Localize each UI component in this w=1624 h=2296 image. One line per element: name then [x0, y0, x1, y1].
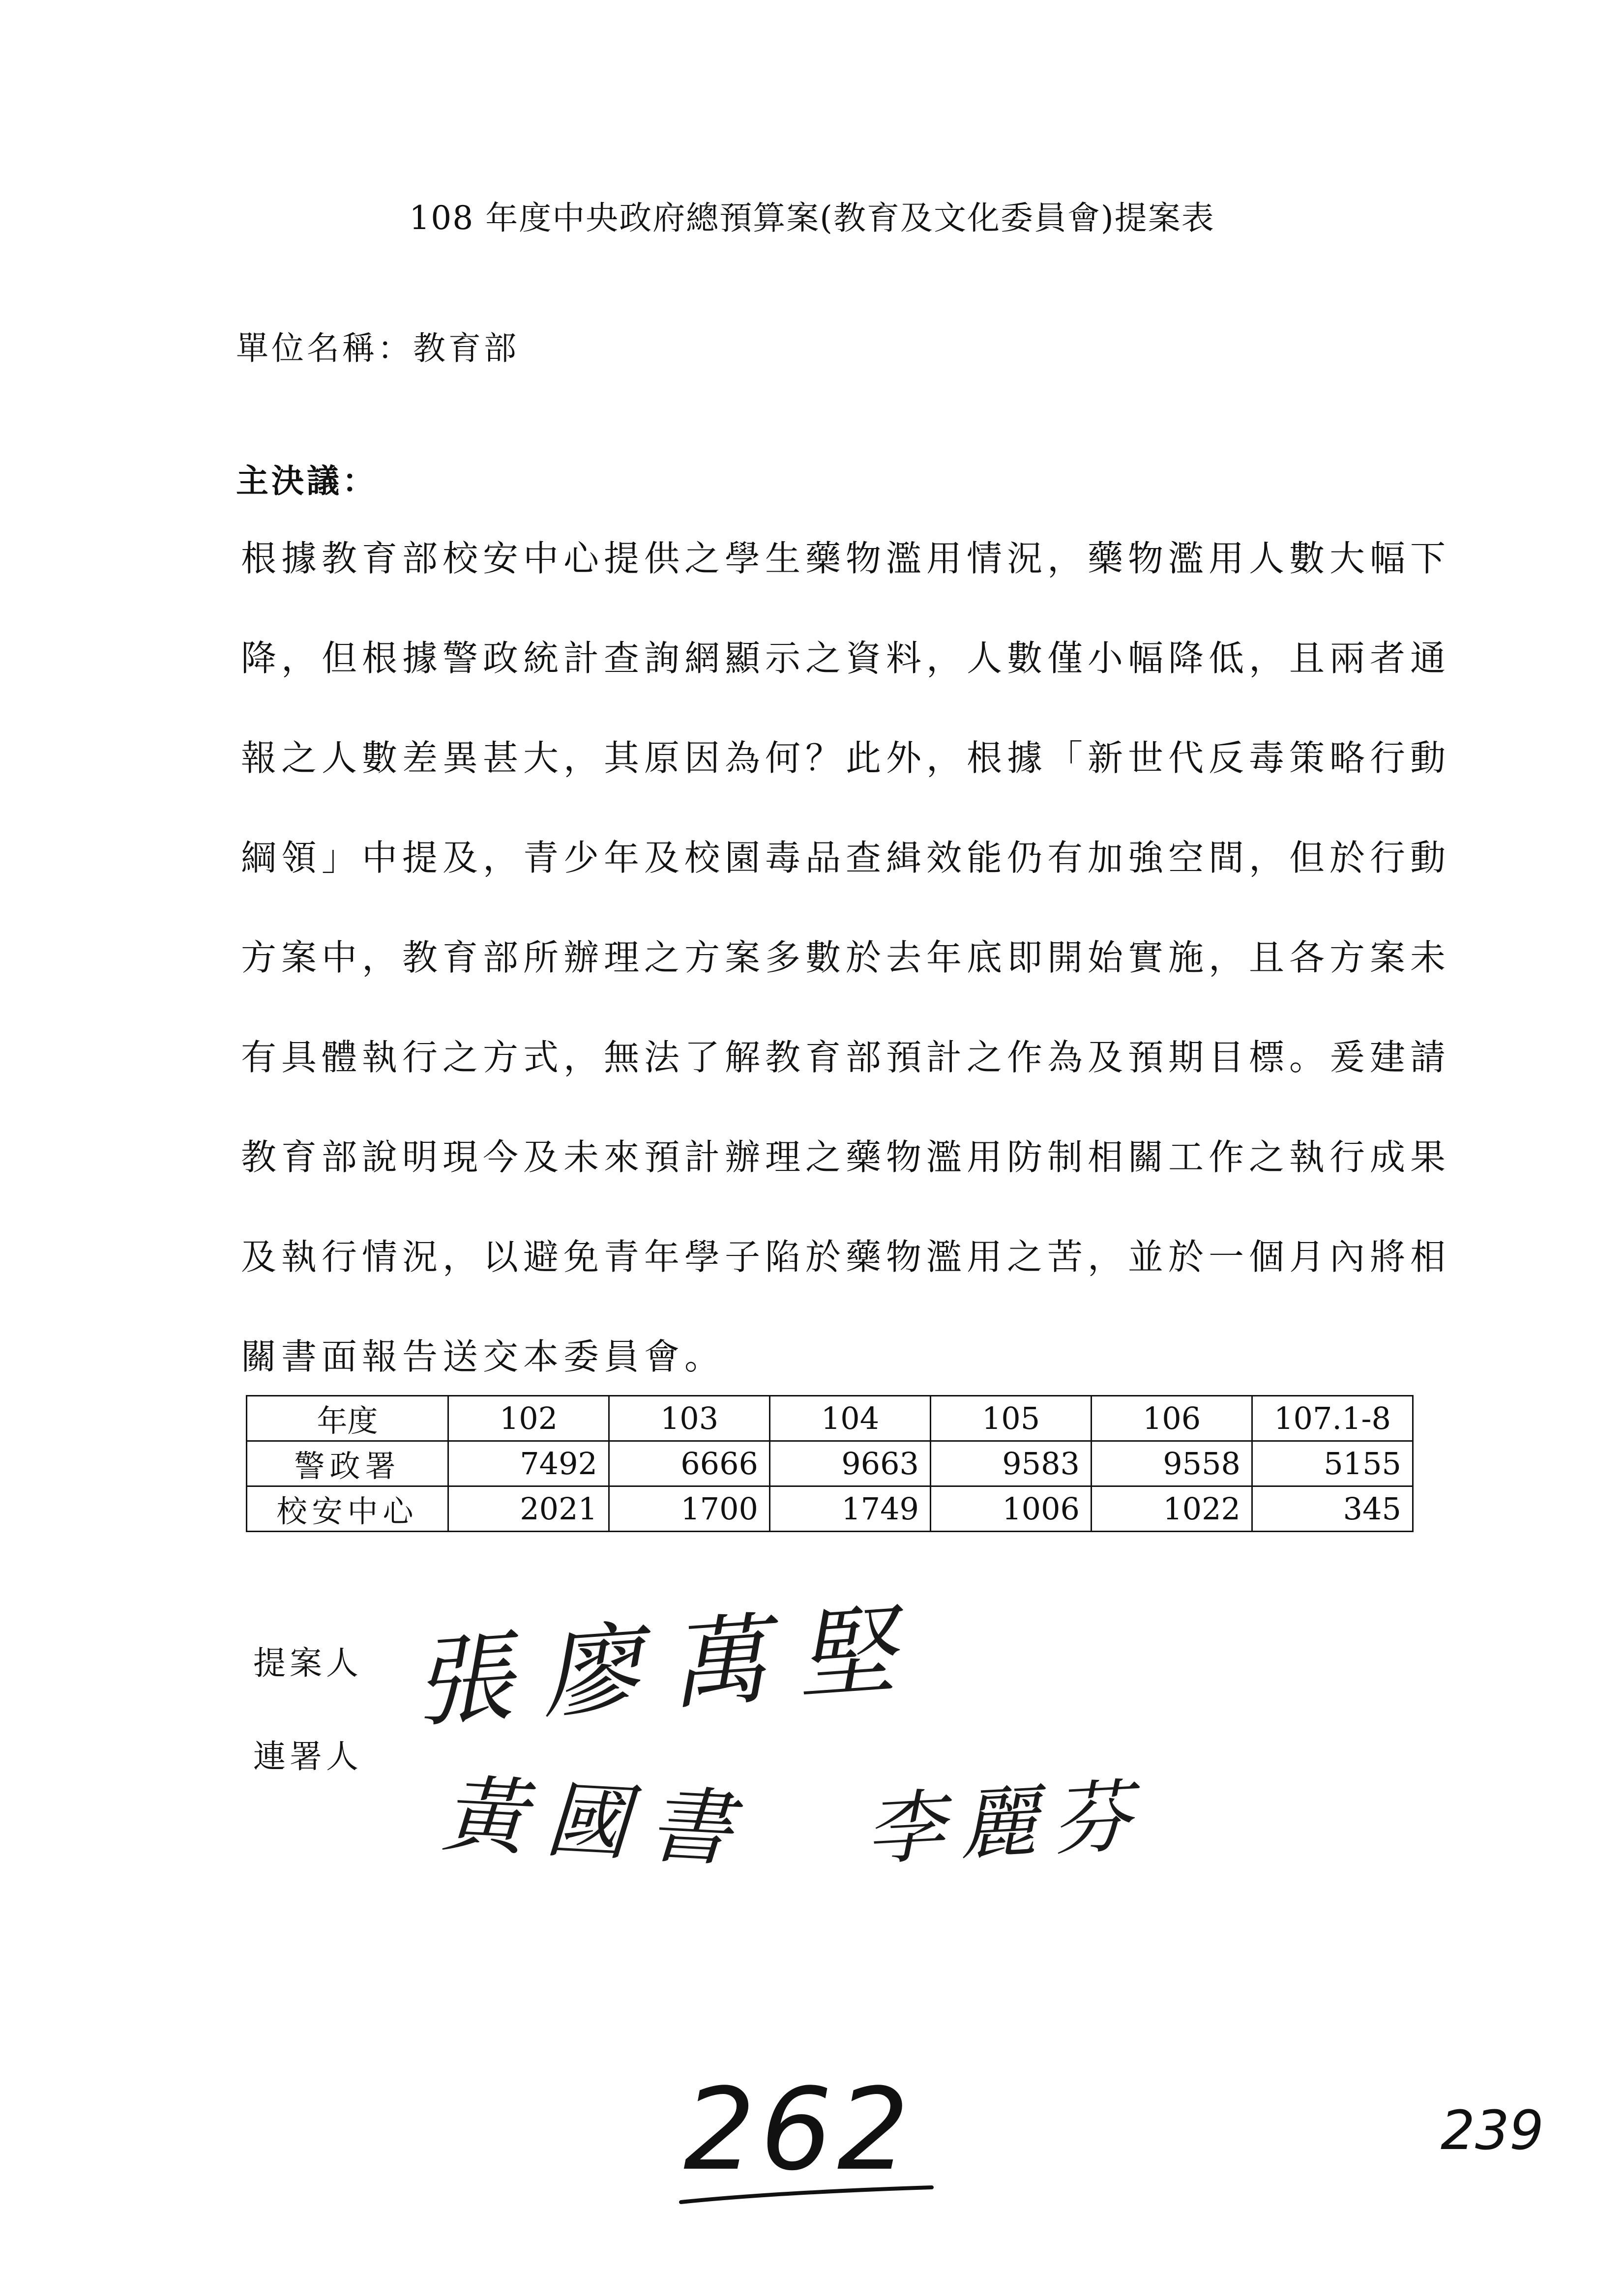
table-cell: 1006 [931, 1486, 1092, 1532]
table-cell: 1700 [609, 1486, 770, 1532]
table-header-cell: 105 [931, 1396, 1092, 1441]
table-header-cell: 107.1-8 [1252, 1396, 1413, 1441]
table-row [247, 1486, 1413, 1532]
page-number-main: 262 [683, 2064, 914, 2196]
table-cell: 345 [1252, 1486, 1413, 1532]
table-cell: 5155 [1252, 1441, 1413, 1486]
statistics-table [246, 1395, 1414, 1532]
table-cell: 2021 [448, 1486, 609, 1532]
cosigner-label: 連署人 [253, 1738, 362, 1775]
proposer-signature: 張廖萬堅 [410, 1591, 929, 1742]
table-header-cell: 年度 [247, 1396, 448, 1441]
body-line: 方案中，教育部所辦理之方案多數於去年底即開始實施，且各方案未 [241, 937, 1451, 978]
table-cell: 1022 [1092, 1486, 1252, 1532]
body-line: 教育部說明現今及未來預計辦理之藥物濫用防制相關工作之執行成果 [241, 1136, 1451, 1178]
resolution-heading: 主決議： [236, 462, 378, 500]
page-number-side: 239 [1441, 2099, 1544, 2162]
body-line: 綱領」中提及，青少年及校園毒品查緝效能仍有加強空間，但於行動 [241, 837, 1451, 878]
table-header-cell: 102 [448, 1396, 609, 1441]
proposer-label: 提案人 [253, 1644, 362, 1682]
body-line: 降，但根據警政統計查詢網顯示之資料，人數僅小幅降低，且兩者通 [241, 638, 1451, 679]
table-cell: 7492 [448, 1441, 609, 1486]
row-label: 校安中心 [247, 1486, 448, 1532]
table-cell: 9663 [770, 1441, 931, 1486]
body-line: 有具體執行之方式，無法了解教育部預計之作為及預期目標。爰建請 [241, 1037, 1451, 1078]
row-label: 警政署 [247, 1441, 448, 1486]
table-header-cell: 106 [1092, 1396, 1252, 1441]
unit-name: 單位名稱：教育部 [236, 329, 519, 367]
table-row [247, 1441, 1413, 1486]
body-line: 及執行情況，以避免青年學子陷於藥物濫用之苦，並於一個月內將相 [241, 1236, 1451, 1278]
cosigner-signature-2: 李麗芬 [863, 1770, 1149, 1876]
table-cell: 6666 [609, 1441, 770, 1486]
handwritten-underline-stroke [679, 2182, 934, 2212]
table-cell: 9583 [931, 1441, 1092, 1486]
body-line: 關書面報告送交本委員會。 [241, 1336, 725, 1377]
body-line: 根據教育部校安中心提供之學生藥物濫用情況，藥物濫用人數大幅下 [241, 538, 1451, 579]
cosigner-signature-1: 黃國書 [440, 1766, 754, 1880]
table-cell: 9558 [1092, 1441, 1252, 1486]
page-title: 108 年度中央政府總預算案(教育及文化委員會)提案表 [409, 199, 1215, 237]
table-cell: 1749 [770, 1486, 931, 1532]
body-line: 報之人數差異甚大，其原因為何？此外，根據「新世代反毒策略行動 [241, 737, 1451, 779]
table-header-cell: 104 [770, 1396, 931, 1441]
table-header-cell: 103 [609, 1396, 770, 1441]
table-header-row [247, 1396, 1413, 1441]
